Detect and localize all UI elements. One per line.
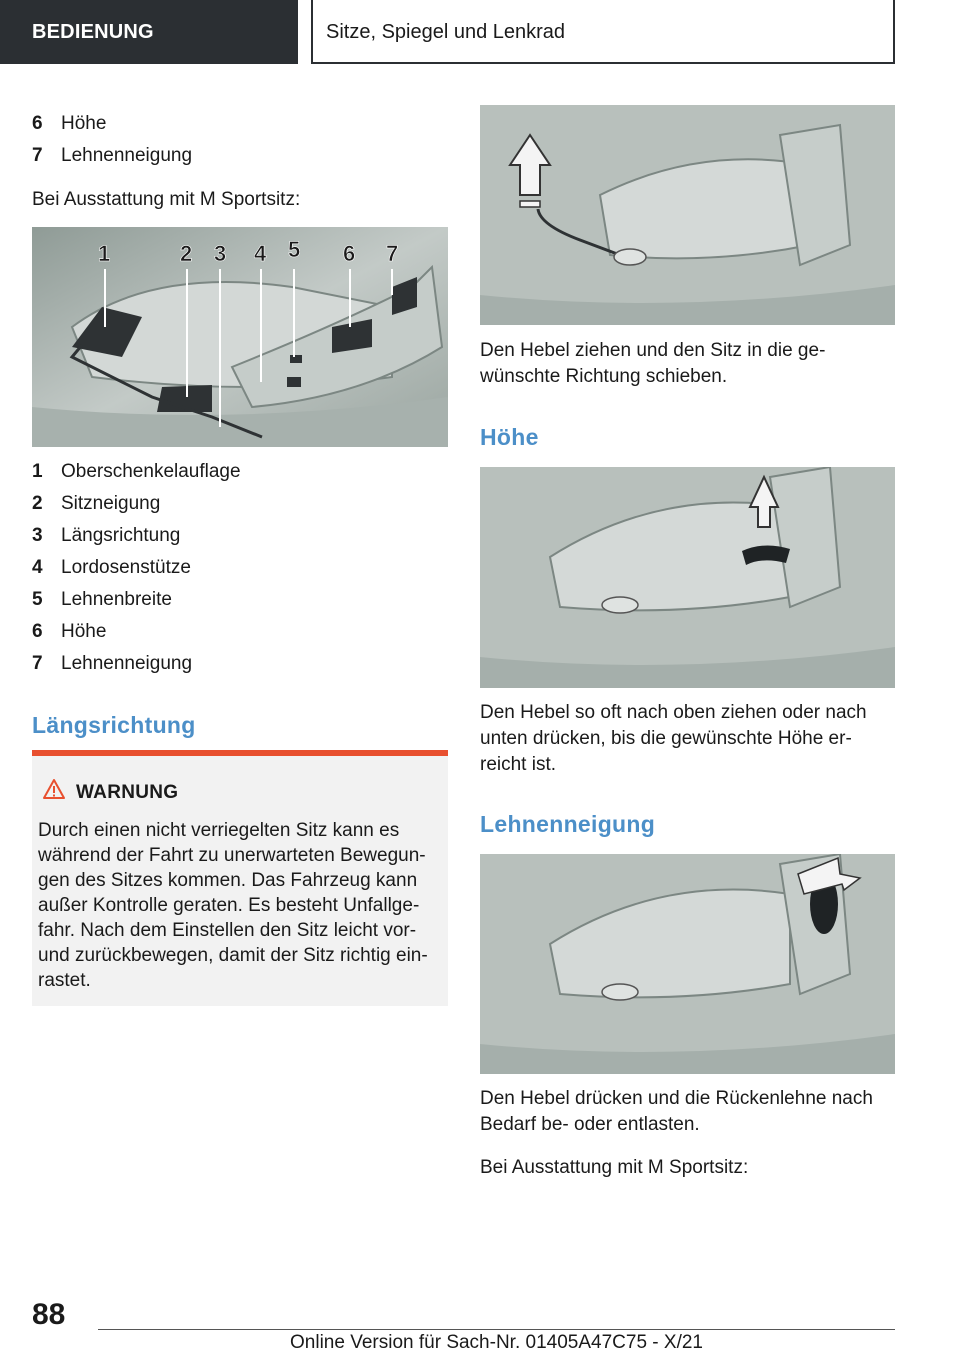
header-chapter: Sitze, Spiegel und Lenkrad [311, 0, 895, 64]
callout-1: 1 [98, 241, 111, 266]
callout-6: 6 [343, 241, 356, 266]
list-item: 1 Oberschenkelauflage [32, 461, 241, 482]
footer-divider [98, 1329, 895, 1330]
list-item: 3 Längsrichtung [32, 525, 181, 546]
heading-laengsrichtung: Längsrichtung [32, 712, 196, 738]
laengs-instruction: Den Hebel ziehen und den Sitz in die ge-wünschte Richtung schieben. [480, 340, 826, 387]
lehne-instruction: Den Hebel drücken und die Rückenlehne nach Bedarf be- oder entlasten. [480, 1088, 873, 1135]
warning-box [32, 750, 448, 1006]
warning-title: WARNUNG [76, 782, 179, 803]
warning-triangle-icon [42, 778, 66, 805]
seat-fore-aft-figure [480, 105, 895, 325]
callout-3: 3 [214, 241, 227, 266]
heading-lehnenneigung: Lehnenneigung [480, 811, 656, 837]
callout-7: 7 [386, 241, 399, 266]
callout-4: 4 [254, 241, 267, 266]
seat-backrest-figure [480, 854, 895, 1074]
top-legend-list [32, 108, 192, 172]
sport-seat-intro: Bei Ausstattung mit M Sportsitz: [32, 189, 301, 210]
seat-controls-figure [32, 227, 448, 447]
main-legend-list [32, 456, 241, 680]
list-item: 2 Sitzneigung [32, 493, 161, 514]
sport-seat-intro-2: Bei Ausstattung mit M Sportsitz: [480, 1157, 749, 1178]
heading-hoehe: Höhe [480, 424, 539, 450]
page-number: 88 [32, 1298, 66, 1331]
warning-text: Durch einen nicht verriegelten Sitz kann es während der Fahrt zu unerwarteten Bewegun-gen des Sitzes kommen. Das Fahrzeug kann außer Kontrolle geraten. Es besteht Unfallge-fahr. Nach dem Einstellen den Sitz leicht vor- und zurückbewegen, damit der Sitz richtig ein-rastet. [38, 820, 428, 991]
list-item: 7 Lehnenneigung [32, 145, 193, 166]
hoehe-instruction: Den Hebel so oft nach oben ziehen oder nach unten drücken, bis die gewünschte Höhe er-reicht ist. [480, 702, 867, 775]
callout-2: 2 [180, 241, 193, 266]
list-item: 6 Höhe [32, 621, 107, 642]
header-section: BEDIENUNG [0, 0, 298, 64]
footer-online-version: Online Version für Sach-Nr. 01405A47C75 - X/21 [290, 1332, 703, 1353]
list-item: 5 Lehnenbreite [32, 589, 172, 610]
list-item: 6 Höhe [32, 113, 107, 134]
callout-5: 5 [288, 237, 301, 262]
list-item: 7 Lehnenneigung [32, 653, 193, 674]
list-item: 4 Lordosenstütze [32, 557, 191, 578]
seat-height-figure [480, 467, 895, 688]
